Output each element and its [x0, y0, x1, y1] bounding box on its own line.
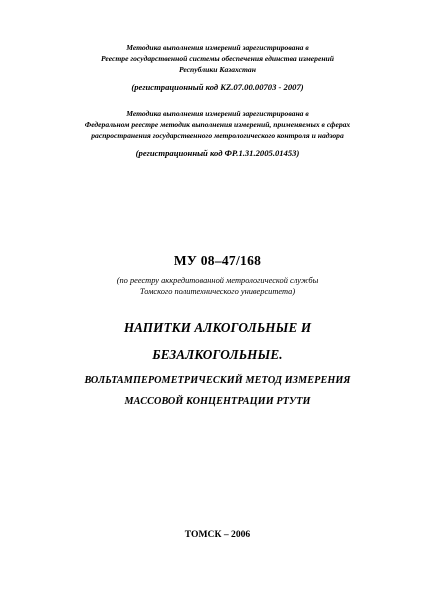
registry-note-line-1: (по реестру аккредитованной метрологической службы: [116, 276, 319, 285]
registry-note-line-2: Томского политехнического университета): [139, 287, 296, 296]
title-sub-line-2: МАССОВОЙ КОНЦЕНТРАЦИИ РТУТИ: [124, 396, 311, 407]
registration-kz-code: (регистрационный код KZ.07.00.00703 - 2007): [131, 82, 304, 92]
registration-kz-line-2: Реестре государственной системы обеспечения единства измерений: [100, 54, 335, 63]
document-number: МУ 08–47/168: [173, 253, 262, 268]
registration-ru-line-3: распространения государственного метрологического контроля и надзора: [91, 131, 344, 140]
title-main-line-1: НАПИТКИ АЛКОГОЛЬНЫЕ И: [123, 320, 312, 335]
registration-kz-line-3: Республики Казахстан: [179, 65, 256, 74]
title-main-line-2: БЕЗАЛКОГОЛЬНЫЕ.: [152, 347, 283, 362]
registration-ru-line-2: Федеральном реестре методик выполнения измерений, применяемых в сферах: [84, 120, 351, 129]
registration-kz-line-1: Методика выполнения измерений зарегистрирована в: [126, 43, 309, 52]
title-sub-line-1: ВОЛЬТАМПЕРОМЕТРИЧЕСКИЙ МЕТОД ИЗМЕРЕНИЯ: [84, 375, 351, 386]
registration-ru-line-1: Методика выполнения измерений зарегистрирована в: [126, 109, 309, 118]
registration-ru-code: (регистрационный код ФР.1.31.2005.01453): [135, 148, 300, 158]
footer-city-year: ТОМСК – 2006: [184, 529, 251, 540]
